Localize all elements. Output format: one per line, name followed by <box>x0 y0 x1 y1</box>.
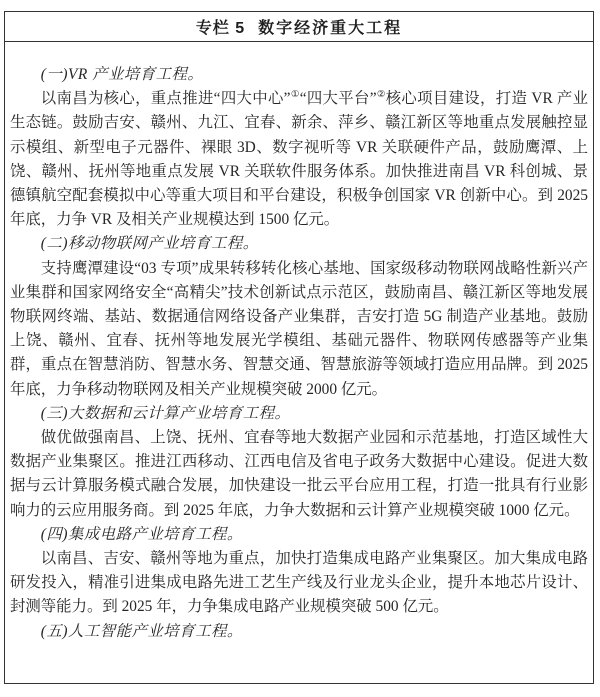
column-box <box>4 11 594 684</box>
section-list <box>5 42 593 644</box>
section-heading: (四)集成电路产业培育工程。 <box>40 525 243 543</box>
section-heading: (五)人工智能产业培育工程。 <box>40 622 243 640</box>
footnote-marker: ② <box>376 90 386 101</box>
section-heading: (一)VR 产业培育工程。 <box>40 66 204 83</box>
column-title <box>5 12 593 42</box>
column-title-text: 数字经济重大工程 <box>258 20 403 37</box>
section-paragraph: 做优做强南昌、上饶、抚州、宜春等地大数据产业园和示范基地，打造区域性大数据产业集聚区。推进江西移动、江西电信及省电子政务大数据中心建设。促进大数据与云计算服务模式融合发展，加快建设一批云平台应用工程，打造一批具有行业影响力的云应用服务商。到 2025 年底，力争大数据和云计算产业规模突破 1000 亿元。 <box>10 429 588 519</box>
section-paragraph: 以南昌、吉安、赣州等地为重点，加快打造集成电路产业集聚区。加大集成电路研发投入，精准引进集成电路先进工艺生产线及行业龙头企业，提升本地芯片设计、封测等能力。到 2025 年，力争集成电路产业规模突破 500 亿元。 <box>10 550 588 616</box>
section-paragraph: 支持鹰潭建设“03 专项”成果转移转化核心基地、国家级移动物联网战略性新兴产业集群和国家网络安全“高精尖”技术创新试点示范区，鼓励南昌、赣江新区等地发展物联网终端、基站、数据通信网络设备产业集群，吉安打造 5G 制造产业基地。鼓励上饶、赣州、宜春、抚州等地发展光学模组、基础元器件、物联网传感器等产业集群，重点在智慧消防、智慧水务、智慧交通、智慧旅游等领域打造应用品牌。到 2025 年底，力争移动物联网及相关产业规模突破 2000 亿元。 <box>10 259 588 398</box>
section-paragraph: 以南昌为核心，重点推进“四大中心”①“四大平台”②核心项目建设，打造 VR 产业生态链。鼓励吉安、赣州、九江、宜春、新余、萍乡、赣江新区等地重点发展触控显示模组、新型电子元器件、裸眼 3D、数字视听等 VR 关联硬件产品，鼓励鹰潭、上饶、赣州、抚州等地重点发展 VR 关联软件服务体系。加快推进南昌 VR 科创城、景德镇航空配套模拟中心等重大项目和平台建设，积极争创国家 VR 创新中心。到 2025 年底，力争 VR 及相关产业规模达到 1500 亿元。 <box>10 90 588 229</box>
footnote-marker: ① <box>290 90 300 101</box>
section-heading: (三)大数据和云计算产业培育工程。 <box>40 404 291 422</box>
section-heading: (二)移动物联网产业培育工程。 <box>40 235 259 253</box>
column-title-prefix: 专栏 5 <box>195 20 246 37</box>
